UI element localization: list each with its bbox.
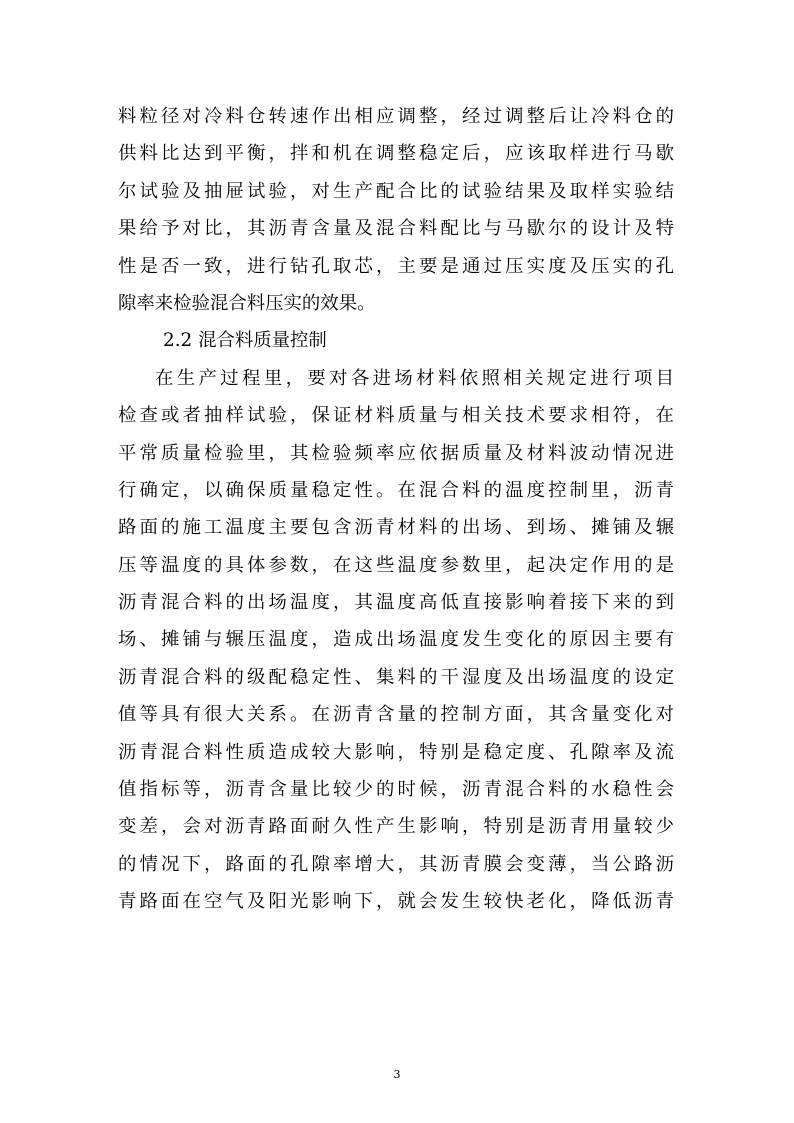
text-line: 场、摊铺与辗压温度，造成出场温度发生变化的原因主要有 bbox=[118, 629, 674, 651]
text-line: 沥青混合料的级配稳定性、集料的干湿度及出场温度的设定 bbox=[118, 666, 674, 688]
text-line: 果给予对比，其沥青含量及混合料配比与马歇尔的设计及特 bbox=[118, 218, 674, 240]
text-line: 路面的施工温度主要包含沥青材料的出场、到场、摊铺及辗 bbox=[118, 517, 674, 539]
section-heading: 2.2 混合料质量控制 bbox=[163, 330, 327, 352]
text-line: 料粒径对冷料仓转速作出相应调整，经过调整后让冷料仓的 bbox=[118, 106, 674, 127]
text-line: 压等温度的具体参数，在这些温度参数里，起决定作用的是 bbox=[118, 554, 674, 576]
text-line: 值等具有很大关系。在沥青含量的控制方面，其含量变化对 bbox=[118, 704, 674, 726]
text-line: 在生产过程里，要对各进场材料依照相关规定进行项目 bbox=[155, 367, 674, 389]
text-line: 青路面在空气及阳光影响下，就会发生较快老化，降低沥青 bbox=[118, 891, 674, 913]
page-number: 3 bbox=[393, 1068, 401, 1081]
text-line: 检查或者抽样试验，保证材料质量与相关技术要求相符，在 bbox=[118, 405, 674, 427]
text-line: 的情况下，路面的孔隙率增大，其沥青膜会变薄，当公路沥 bbox=[118, 853, 674, 875]
text-line: 隙率来检验混合料压实的效果。 bbox=[118, 292, 376, 314]
text-line: 平常质量检验里，其检验频率应依据质量及材料波动情况进 bbox=[118, 442, 674, 464]
text-line: 供料比达到平衡，拌和机在调整稳定后，应该取样进行马歇 bbox=[118, 143, 674, 165]
text-line: 沥青混合料的出场温度，其温度高低直接影响着接下来的到 bbox=[118, 592, 674, 614]
text-line: 性是否一致，进行钻孔取芯，主要是通过压实度及压实的孔 bbox=[118, 255, 674, 277]
text-line: 尔试验及抽屉试验，对生产配合比的试验结果及取样实验结 bbox=[118, 180, 674, 202]
text-line: 值指标等，沥青含量比较少的时候，沥青混合料的水稳性会 bbox=[118, 779, 674, 801]
body-text bbox=[118, 98, 674, 921]
text-line: 沥青混合料性质造成较大影响，特别是稳定度、孔隙率及流 bbox=[118, 741, 674, 763]
text-line: 行确定，以确保质量稳定性。在混合料的温度控制里，沥青 bbox=[118, 479, 674, 501]
text-line: 变差，会对沥青路面耐久性产生影响，特别是沥青用量较少 bbox=[118, 816, 674, 838]
